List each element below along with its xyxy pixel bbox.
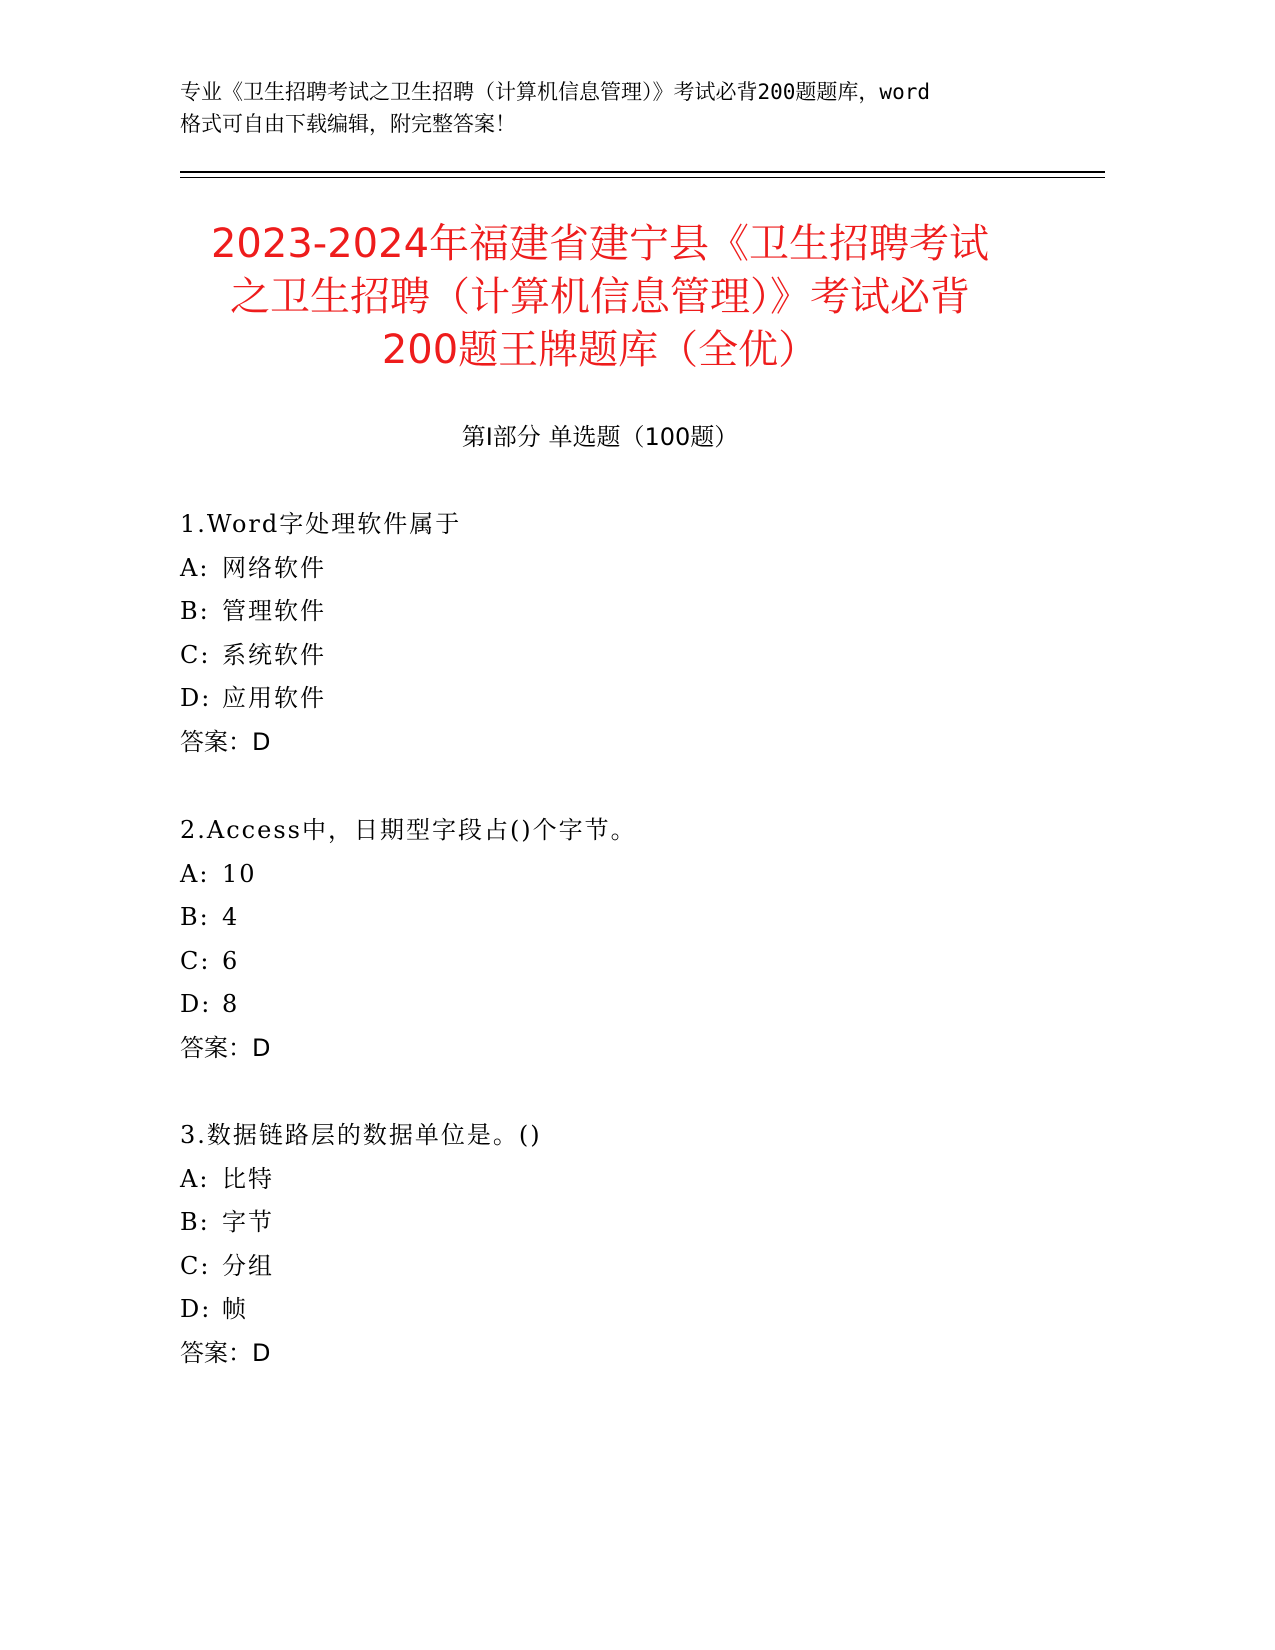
question-stem: 1.Word字处理软件属于 <box>180 510 462 538</box>
option-text: 分组 <box>222 1251 274 1280</box>
document-title-line-3: 200题王牌题库（全优） <box>381 327 819 373</box>
option-b <box>180 590 1080 634</box>
document-title-line-1: 2023-2024年福建省建宁县《卫生招聘考试 <box>210 221 990 267</box>
option-text: 帧 <box>222 1295 248 1323</box>
option-d <box>180 1288 1080 1332</box>
option-text: 字节 <box>222 1208 274 1236</box>
option-b <box>180 1201 1080 1245</box>
question-stem: 3.数据链路层的数据单位是。() <box>180 1121 542 1149</box>
option-label: C: <box>180 946 211 975</box>
document-title <box>170 218 1030 377</box>
option-b <box>180 896 1080 940</box>
option-label: C: <box>180 640 211 669</box>
option-label: A: <box>180 553 210 582</box>
option-text: 网络软件 <box>222 553 326 582</box>
option-text: 6 <box>222 946 240 975</box>
option-c <box>180 634 1080 678</box>
option-label: C: <box>180 1251 211 1280</box>
option-text: 管理软件 <box>222 597 326 625</box>
option-label: D: <box>180 1295 212 1323</box>
option-label: D: <box>180 990 212 1018</box>
header-note-line-2: 格式可自由下载编辑，附完整答案！ <box>180 112 516 136</box>
option-a <box>180 547 1080 591</box>
section-title: 第Ⅰ部分 单选题（100题） <box>461 423 739 451</box>
question-1 <box>180 503 1080 764</box>
option-text: 8 <box>222 990 240 1018</box>
question-stem: 2.Access中，日期型字段占()个字节。 <box>180 816 637 844</box>
header-rule-thick <box>180 171 1105 173</box>
answer: 答案：D <box>180 1033 271 1062</box>
answer: 答案：D <box>180 1338 271 1367</box>
option-d <box>180 677 1080 721</box>
option-label: B: <box>180 903 210 931</box>
option-d <box>180 983 1080 1027</box>
question-2 <box>180 809 1080 1070</box>
option-a <box>180 853 1080 897</box>
option-c <box>180 940 1080 984</box>
option-text: 比特 <box>222 1164 274 1193</box>
answer: 答案：D <box>180 727 271 756</box>
document-title-line-2: 之卫生招聘（计算机信息管理）》考试必背 <box>230 274 970 320</box>
option-text: 4 <box>222 903 240 931</box>
header-rule-thin <box>180 177 1105 178</box>
option-label: D: <box>180 684 212 712</box>
option-label: A: <box>180 1164 210 1193</box>
option-label: B: <box>180 597 210 625</box>
option-text: 10 <box>222 859 257 888</box>
option-a <box>180 1158 1080 1202</box>
question-3 <box>180 1114 1080 1375</box>
option-text: 应用软件 <box>222 684 326 712</box>
option-label: A: <box>180 859 210 888</box>
header-note-line-1: 专业《卫生招聘考试之卫生招聘（计算机信息管理）》考试必背200题题库，word <box>180 80 930 104</box>
option-c <box>180 1245 1080 1289</box>
header-note <box>180 76 1110 140</box>
option-text: 系统软件 <box>222 640 326 669</box>
option-label: B: <box>180 1208 210 1236</box>
